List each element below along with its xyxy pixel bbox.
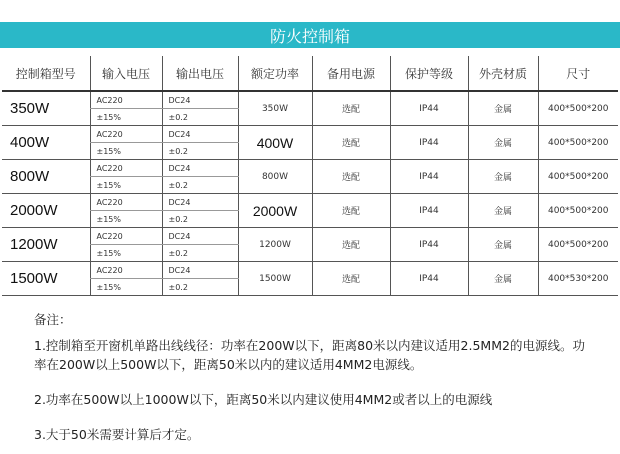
shell-material-cell: 金属 <box>468 228 538 262</box>
rated-power-cell: 350W <box>238 91 312 126</box>
input-voltage-cell: AC220 <box>90 160 162 177</box>
table-title: 防火控制箱 <box>0 22 620 48</box>
notes-label: 备注： <box>34 312 72 327</box>
output-tolerance-cell: ±0.2 <box>162 177 238 194</box>
model-cell: 800W <box>2 160 90 194</box>
input-voltage-cell: AC220 <box>90 126 162 143</box>
header-shell-material: 外壳材质 <box>468 56 538 91</box>
size-cell: 400*530*200 <box>538 262 618 296</box>
output-voltage-cell: DC24 <box>162 194 238 211</box>
size-cell: 400*500*200 <box>538 228 618 262</box>
input-voltage-cell: AC220 <box>90 91 162 109</box>
backup-power-cell: 选配 <box>312 262 390 296</box>
input-tolerance-cell: ±15% <box>90 211 162 228</box>
shell-material-cell: 金属 <box>468 126 538 160</box>
table-body <box>2 91 618 296</box>
rated-power-cell: 1200W <box>238 228 312 262</box>
model-cell: 400W <box>2 126 90 160</box>
backup-power-cell: 选配 <box>312 91 390 126</box>
protection-level-cell: IP44 <box>390 160 468 194</box>
backup-power-cell: 选配 <box>312 126 390 160</box>
header-model: 控制箱型号 <box>2 56 90 91</box>
header-protection-level: 保护等级 <box>390 56 468 91</box>
header-size: 尺寸 <box>538 56 618 91</box>
table-row <box>2 160 618 177</box>
size-cell: 400*500*200 <box>538 194 618 228</box>
protection-level-cell: IP44 <box>390 228 468 262</box>
rated-power-cell: 800W <box>238 160 312 194</box>
header-output-voltage: 输出电压 <box>162 56 238 91</box>
notes <box>34 310 594 444</box>
output-tolerance-cell: ±0.2 <box>162 211 238 228</box>
note-item: 3.大于50米需要计算后才定。 <box>34 427 200 442</box>
table-row <box>2 194 618 211</box>
input-tolerance-cell: ±15% <box>90 177 162 194</box>
table-row <box>2 228 618 245</box>
size-cell: 400*500*200 <box>538 160 618 194</box>
table-row <box>2 126 618 143</box>
model-cell: 350W <box>2 91 90 126</box>
backup-power-cell: 选配 <box>312 160 390 194</box>
header-row <box>2 56 618 91</box>
backup-power-cell: 选配 <box>312 228 390 262</box>
shell-material-cell: 金属 <box>468 160 538 194</box>
shell-material-cell: 金属 <box>468 194 538 228</box>
input-tolerance-cell: ±15% <box>90 245 162 262</box>
output-voltage-cell: DC24 <box>162 262 238 279</box>
output-voltage-cell: DC24 <box>162 91 238 109</box>
shell-material-cell: 金属 <box>468 262 538 296</box>
note-item: 1.控制箱至开窗机单路出线线径：功率在200W以下，距离80米以内建议适用2.5MM2的电源线。功率在200W以上500W以下，距离50米以内的建议适用4MM2电源线。 <box>34 338 585 372</box>
rated-power-cell: 400W <box>238 126 312 160</box>
output-tolerance-cell: ±0.2 <box>162 109 238 126</box>
model-cell: 1500W <box>2 262 90 296</box>
header-backup-power: 备用电源 <box>312 56 390 91</box>
header-rated-power: 额定功率 <box>238 56 312 91</box>
output-voltage-cell: DC24 <box>162 160 238 177</box>
input-tolerance-cell: ±15% <box>90 279 162 296</box>
input-tolerance-cell: ±15% <box>90 143 162 160</box>
size-cell: 400*500*200 <box>538 91 618 126</box>
spec-table <box>2 56 618 296</box>
output-voltage-cell: DC24 <box>162 228 238 245</box>
backup-power-cell: 选配 <box>312 194 390 228</box>
output-tolerance-cell: ±0.2 <box>162 279 238 296</box>
model-cell: 2000W <box>2 194 90 228</box>
protection-level-cell: IP44 <box>390 194 468 228</box>
output-tolerance-cell: ±0.2 <box>162 143 238 160</box>
input-voltage-cell: AC220 <box>90 194 162 211</box>
output-voltage-cell: DC24 <box>162 126 238 143</box>
header-input-voltage: 输入电压 <box>90 56 162 91</box>
table-row <box>2 91 618 109</box>
protection-level-cell: IP44 <box>390 91 468 126</box>
output-tolerance-cell: ±0.2 <box>162 245 238 262</box>
input-voltage-cell: AC220 <box>90 228 162 245</box>
protection-level-cell: IP44 <box>390 262 468 296</box>
protection-level-cell: IP44 <box>390 126 468 160</box>
rated-power-cell: 2000W <box>238 194 312 228</box>
model-cell: 1200W <box>2 228 90 262</box>
input-tolerance-cell: ±15% <box>90 109 162 126</box>
note-item: 2.功率在500W以上1000W以下，距离50米以内建议使用4MM2或者以上的电源线 <box>34 392 493 407</box>
input-voltage-cell: AC220 <box>90 262 162 279</box>
table-row <box>2 262 618 279</box>
size-cell: 400*500*200 <box>538 126 618 160</box>
shell-material-cell: 金属 <box>468 91 538 126</box>
rated-power-cell: 1500W <box>238 262 312 296</box>
